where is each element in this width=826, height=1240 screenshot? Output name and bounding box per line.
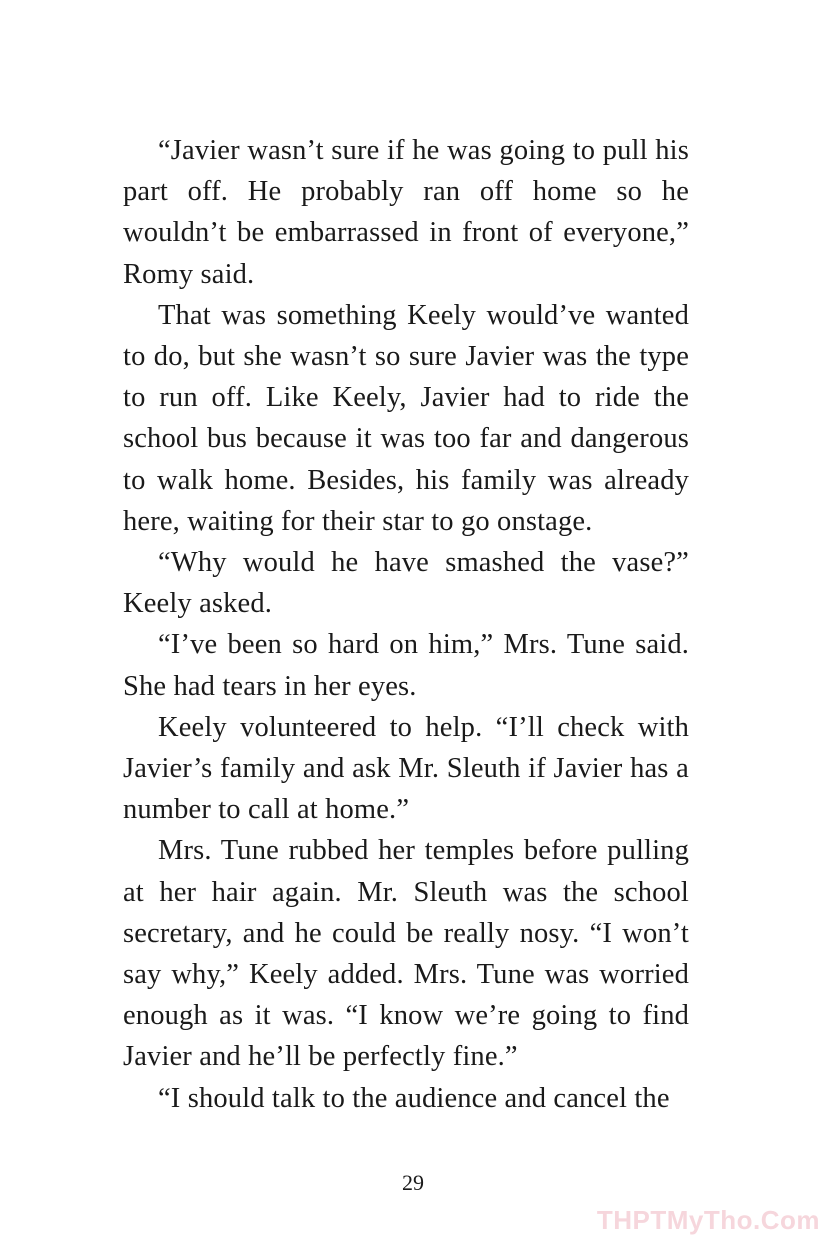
paragraph-2: That was something Keely would’ve wanted to do, but she wasn’t so sure Javier was the type to run off. Like Keely, Javier had to ride the school bus because it was too far and dangerous to walk home. Besides, his family was already here, waiting for their star to go onstage. bbox=[123, 299, 689, 537]
paragraph-1: “Javier wasn’t sure if he was going to pull his part off. He probably ran off home so he wouldn’t be embarrassed in front of everyone,” Romy said. bbox=[123, 135, 689, 290]
paragraph-6: Mrs. Tune rubbed her temples before pulling at her hair again. Mr. Sleuth was the school secretary, and he could be really nosy. “I won’t say why,” Keely added. Mrs. Tune was worried enough as it was. “I know we’re going to find Javier and he’ll be perfectly fine.” bbox=[123, 835, 689, 1073]
paragraph-5: Keely volunteered to help. “I’ll check with Javier’s family and ask Mr. Sleuth if Javier has a number to call at home.” bbox=[123, 711, 689, 826]
paragraph-7: “I should talk to the audience and cancel the bbox=[158, 1082, 670, 1114]
paragraph-3: “Why would he have smashed the vase?” Keely asked. bbox=[123, 547, 689, 620]
paragraph-4: “I’ve been so hard on him,” Mrs. Tune said. She had tears in her eyes. bbox=[123, 629, 689, 702]
watermark: THPTMyTho.Com bbox=[596, 1205, 820, 1235]
page-body bbox=[123, 130, 689, 1119]
page-number: 29 bbox=[402, 1170, 424, 1195]
